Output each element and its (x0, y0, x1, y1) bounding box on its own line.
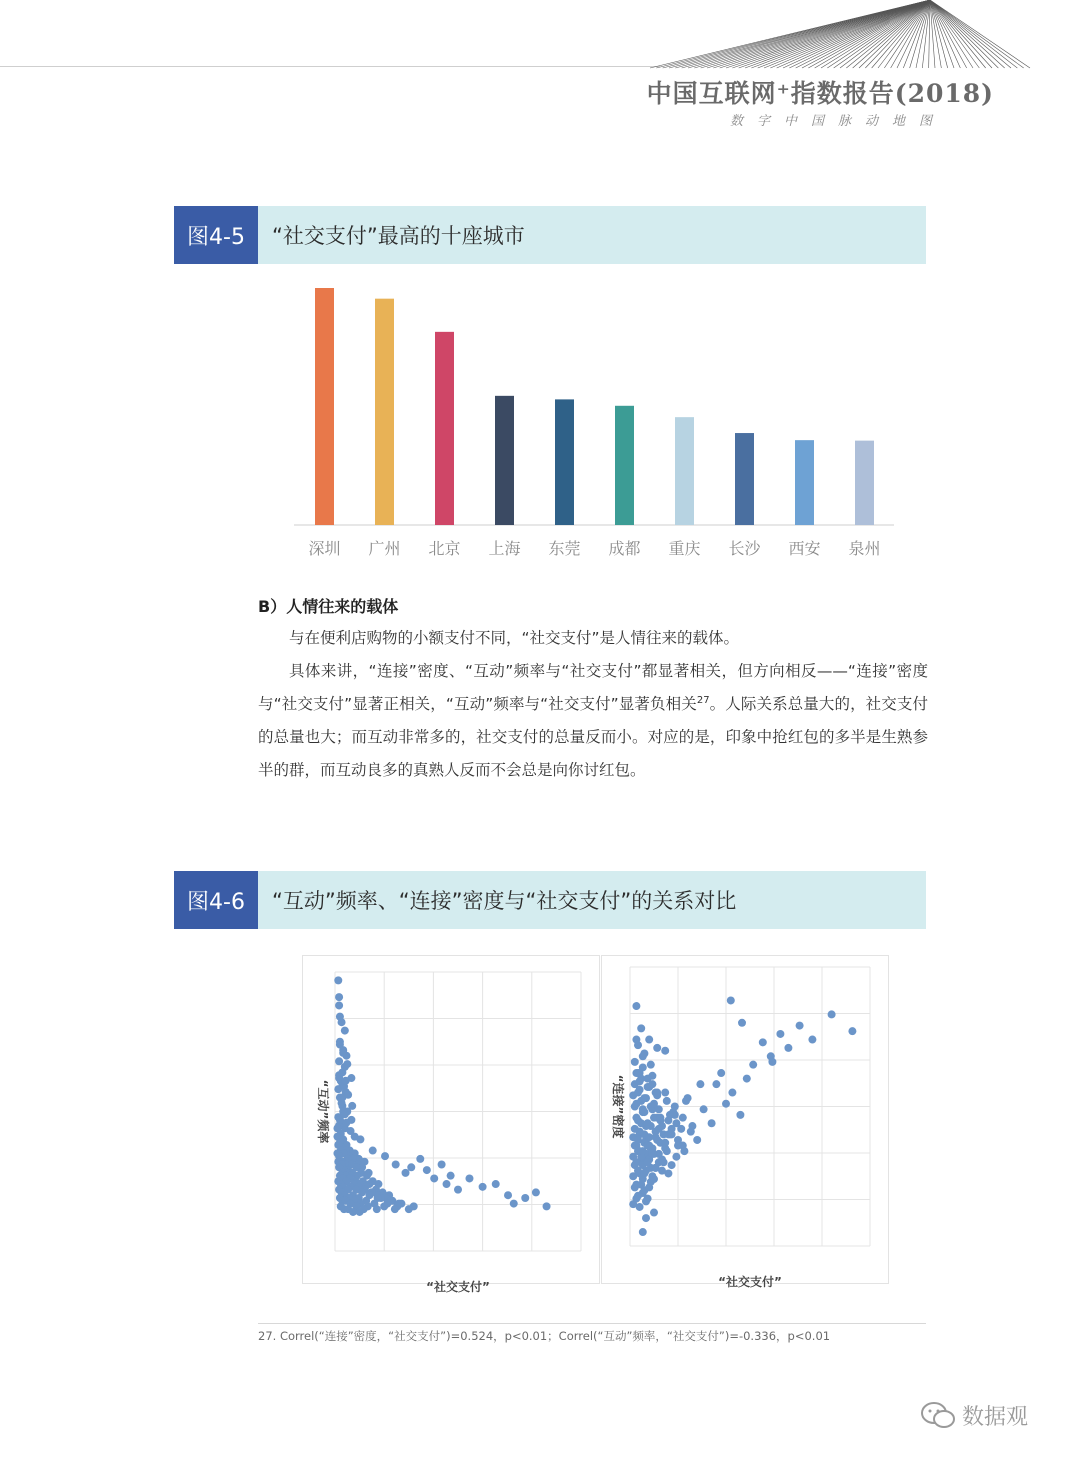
scatter-point (339, 1049, 347, 1057)
scatter-point (521, 1194, 529, 1202)
scatter-point (653, 1089, 661, 1097)
bar-chart (290, 280, 900, 570)
scatter-point (653, 1044, 661, 1052)
bar-category-label: 北京 (428, 539, 461, 558)
scatter-point (438, 1161, 446, 1169)
scatter-point (717, 1069, 725, 1077)
bar-category-label: 东莞 (548, 539, 581, 558)
scatter-point (381, 1152, 389, 1160)
scatter-point (369, 1147, 377, 1155)
watermark (920, 1400, 1028, 1431)
bar (555, 399, 574, 525)
scatter-point (465, 1174, 473, 1182)
scatter-point (333, 1124, 341, 1132)
report-subtitle: 数字中国脉动地图 (729, 114, 946, 129)
scatter-point (636, 1203, 644, 1211)
scatter-point (356, 1135, 364, 1143)
scatter-point (634, 1192, 642, 1200)
scatter-point (335, 1001, 343, 1009)
bar-category-label: 泉州 (848, 539, 881, 558)
scatter-point (693, 1136, 701, 1144)
figure-4-5-title: “社交支付”最高的十座城市 (272, 224, 525, 248)
scatter-point (632, 1100, 640, 1108)
wechat-icon (920, 1401, 956, 1431)
scatter-point (682, 1097, 690, 1105)
section-heading: B）人情往来的载体 (258, 597, 399, 616)
bar-category-label: 重庆 (668, 539, 701, 558)
scatter-point (661, 1139, 669, 1147)
scatter-point (644, 1158, 652, 1166)
scatter-point (640, 1049, 648, 1057)
scatter-frame-connection (601, 955, 889, 1289)
y-axis-label: “互动”频率 (316, 1079, 330, 1144)
scatter-point (342, 1119, 350, 1127)
scatter-point (648, 1150, 656, 1158)
scatter-point (532, 1188, 540, 1196)
scatter-point (648, 1080, 656, 1088)
scatter-point (632, 1181, 640, 1189)
scatter-point (663, 1097, 671, 1105)
scatter-point (443, 1180, 451, 1188)
scatter-point (664, 1169, 672, 1177)
scatter-point (644, 1119, 652, 1127)
scatter-point (776, 1030, 784, 1038)
bar-category-label: 长沙 (728, 539, 761, 558)
scatter-point (334, 976, 342, 984)
scatter-point (650, 1209, 658, 1217)
figure-4-6-title: “互动”频率、“连接”密度与“社交支付”的关系对比 (272, 889, 737, 913)
paragraph-1: 与在便利店购物的小额支付不同，“社交支付”是人情往来的载体。 (289, 629, 740, 647)
figure-4-6-number: 图4-6 (174, 871, 258, 929)
scatter-point (392, 1161, 400, 1169)
scatter-point (661, 1089, 669, 1097)
scatter-point (510, 1200, 518, 1208)
report-title: 中国互联网⁺指数报告(2018) (646, 79, 994, 108)
scatter-point (768, 1058, 776, 1066)
scatter-point (664, 1116, 672, 1124)
scatter-point (671, 1103, 679, 1111)
scatter-plot-interaction (303, 956, 599, 1294)
y-axis-label: “连接”密度 (611, 1074, 625, 1139)
scatter-point (632, 1002, 640, 1010)
scatter-point (645, 1183, 653, 1191)
header-decoration (640, 0, 1040, 70)
scatter-point (631, 1058, 639, 1066)
bar-category-label: 广州 (368, 539, 401, 558)
scatter-point (492, 1180, 500, 1188)
scatter-point (344, 1091, 352, 1099)
scatter-point (391, 1205, 399, 1213)
bar-category-label: 深圳 (308, 539, 341, 558)
scatter-point (848, 1027, 856, 1035)
scatter-point (338, 1018, 346, 1026)
bar (375, 299, 394, 525)
scatter-point (738, 1019, 746, 1027)
scatter-point (674, 1142, 682, 1150)
scatter-point (637, 1024, 645, 1032)
paragraph-2-cont: 。人际关系总量大的，社交支付的总量也大；而互动非常多的，社交支付的总量反而小。对应的是，印象中抢红包的多半是生熟参半的群，而互动良多的真熟人反而不会总是向你讨红包。 (258, 695, 928, 779)
scatter-point (727, 996, 735, 1004)
scatter-point (543, 1202, 551, 1210)
scatter-point (380, 1202, 388, 1210)
x-axis-label: “社交支付” (718, 1275, 782, 1289)
scatter-point (634, 1116, 642, 1124)
scatter-point (341, 1110, 349, 1118)
scatter-point (634, 1089, 642, 1097)
paragraph-2 (258, 655, 928, 787)
scatter-point (423, 1166, 431, 1174)
scatter-point (632, 1036, 640, 1044)
scatter-point (642, 1214, 650, 1222)
scatter-point (712, 1080, 720, 1088)
scatter-point (700, 1105, 708, 1113)
bar (435, 332, 454, 525)
bar (855, 441, 874, 525)
scatter-point (828, 1010, 836, 1018)
scatter-point (373, 1205, 381, 1213)
scatter-point (652, 1164, 660, 1172)
scatter-point (796, 1022, 804, 1030)
bar (795, 440, 814, 525)
scatter-point (343, 1060, 351, 1068)
scatter-point (347, 1074, 355, 1082)
scatter-frame-interaction (302, 955, 600, 1294)
scatter-point (688, 1122, 696, 1130)
page-header (0, 0, 1080, 140)
scatter-point (728, 1089, 736, 1097)
scatter-point (640, 1169, 648, 1177)
scatter-point (645, 1036, 653, 1044)
bar-category-label: 成都 (608, 539, 641, 558)
scatter-point (639, 1105, 647, 1113)
scatter-point (336, 1038, 344, 1046)
scatter-point (335, 993, 343, 1001)
scatter-point (661, 1047, 669, 1055)
scatter-point (677, 1125, 685, 1133)
scatter-point (736, 1111, 744, 1119)
scatter-point (647, 1061, 655, 1069)
scatter-point (639, 1228, 647, 1236)
figure-4-5-banner (174, 206, 926, 264)
scatter-point (644, 1142, 652, 1150)
header-rule (0, 66, 660, 67)
figure-4-5-number: 图4-5 (174, 206, 258, 264)
scatter-point (356, 1208, 364, 1216)
bar (615, 406, 634, 525)
bar-category-label: 上海 (488, 539, 521, 558)
scatter-point (749, 1061, 757, 1069)
bar (735, 433, 754, 525)
scatter-point (708, 1119, 716, 1127)
paragraph-2-text: 具体来讲，“连接”密度、“互动”频率与“社交支付”都显著相关，但方向相反——“连接”密度与“社交支付”显著正相关，“互动”频率与“社交支付”显著负相关 (258, 662, 928, 713)
scatter-point (454, 1186, 462, 1194)
scatter-point (658, 1156, 666, 1164)
scatter-point (402, 1169, 410, 1177)
scatter-point (655, 1105, 663, 1113)
scatter-point (658, 1122, 666, 1130)
scatter-point (743, 1075, 751, 1083)
bar-category-label: 西安 (788, 539, 821, 558)
scatter-point (335, 1057, 343, 1065)
scatter-point (430, 1174, 438, 1182)
scatter-point (636, 1069, 644, 1077)
scatter-point (668, 1130, 676, 1138)
scatter-point (696, 1080, 704, 1088)
footnote: 27. Correl(“连接”密度，“社交支付”)=0.524，p<0.01；Correl(“互动”频率，“社交支付”)=-0.336，p<0.01 (258, 1329, 831, 1343)
bar (315, 288, 334, 525)
scatter-point (407, 1163, 415, 1171)
scatter-point (759, 1038, 767, 1046)
bar (675, 417, 694, 525)
scatter-point (668, 1161, 676, 1169)
scatter-point (479, 1183, 487, 1191)
scatter-point (679, 1114, 687, 1122)
watermark-text: 数据观 (962, 1405, 1029, 1430)
scatter-point (636, 1128, 644, 1136)
scatter-point (634, 1136, 642, 1144)
body-text (258, 622, 928, 787)
footnote-rule (258, 1323, 926, 1324)
scatter-point (447, 1172, 455, 1180)
scatter-point (348, 1102, 356, 1110)
scatter-point (656, 1114, 664, 1122)
scatter-point (341, 1027, 349, 1035)
scatter-plot-connection (602, 956, 888, 1289)
footnote-ref: 27 (696, 694, 710, 706)
scatter-point (722, 1100, 730, 1108)
scatter-point (645, 1133, 653, 1141)
scatter-point (808, 1036, 816, 1044)
scatter-point (644, 1195, 652, 1203)
x-axis-label: “社交支付” (426, 1280, 490, 1294)
scatter-point (784, 1044, 792, 1052)
scatter-point (416, 1155, 424, 1163)
scatter-point (672, 1153, 680, 1161)
bar (495, 396, 514, 525)
scatter-point (650, 1175, 658, 1183)
scatter-point (405, 1205, 413, 1213)
scatter-point (640, 1094, 648, 1102)
figure-4-6-banner (174, 871, 926, 929)
scatter-point (338, 1068, 346, 1076)
scatter-point (636, 1077, 644, 1085)
scatter-point (504, 1191, 512, 1199)
